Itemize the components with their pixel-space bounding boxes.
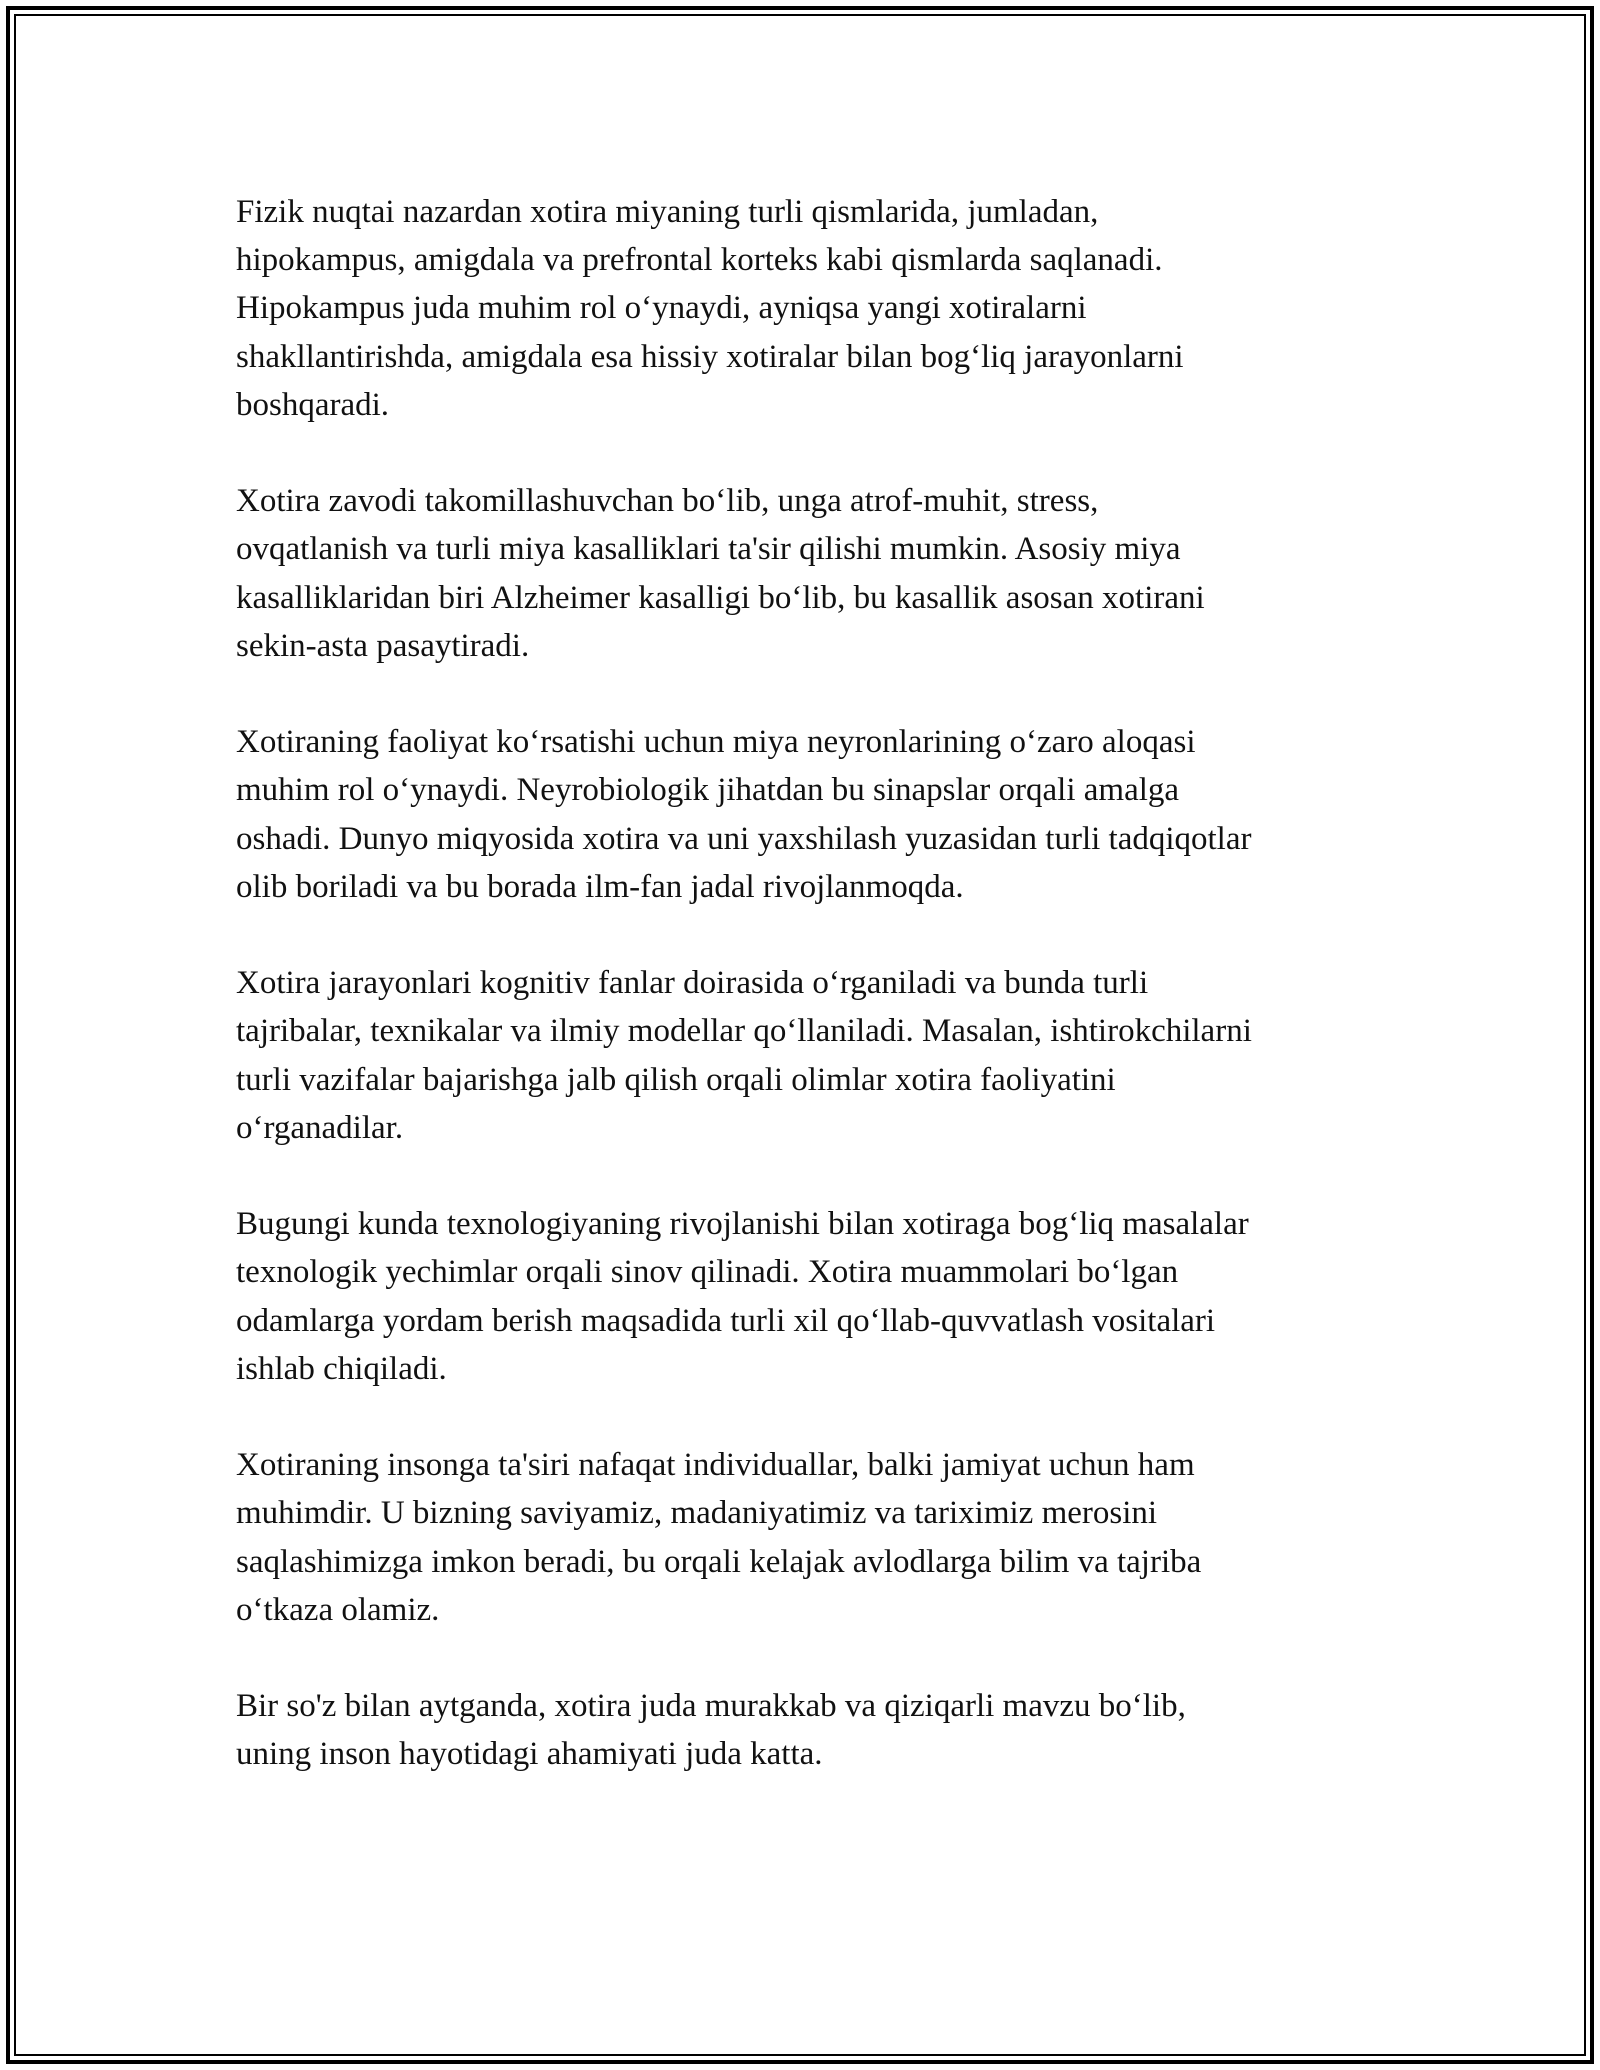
text-line: Xotira zavodi takomillashuvchan boʻlib, unga atrof-muhit, stress, [236, 483, 1099, 520]
text-line: uning inson hayotidagi ahamiyati juda katta. [236, 1736, 823, 1773]
text-line: Xotiraning insonga ta'siri nafaqat individuallar, balki jamiyat uchun ham [236, 1447, 1195, 1484]
paragraph-7 [236, 1682, 1376, 1778]
text-line: oshadi. Dunyo miqyosida xotira va uni yaxshilash yuzasidan turli tadqiqotlar [236, 820, 1252, 857]
text-line: olib boriladi va bu borada ilm-fan jadal rivojlanmoqda. [236, 868, 964, 905]
text-line: muhimdir. U bizning saviyamiz, madaniyatimiz va tariximiz merosini [236, 1495, 1158, 1532]
text-line: Fizik nuqtai nazardan xotira miyaning turli qismlarida, jumladan, [236, 194, 1099, 230]
paragraph-6 [236, 1441, 1376, 1634]
text-line: muhim rol oʻynaydi. Neyrobiologik jihatdan bu sinapslar orqali amalga [236, 772, 1180, 809]
paragraph-1 [236, 188, 1376, 429]
text-line: texnologik yechimlar orqali sinov qilinadi. Xotira muammolari boʻlgan [236, 1254, 1179, 1291]
text-line: tajribalar, texnikalar va ilmiy modellar qoʻllaniladi. Masalan, ishtirokchilarni [236, 1013, 1252, 1050]
text-line: oʻtkaza olamiz. [236, 1591, 440, 1628]
text-line: saqlashimizga imkon beradi, bu orqali kelajak avlodlarga bilim va tajriba [236, 1543, 1202, 1580]
text-line: Hipokampus juda muhim rol oʻynaydi, ayniqsa yangi xotiralarni [236, 290, 1087, 327]
text-line: Xotira jarayonlari kognitiv fanlar doirasida oʻrganiladi va bunda turli [236, 965, 1149, 1002]
paragraph-2 [236, 477, 1376, 670]
paragraph-4 [236, 959, 1376, 1152]
text-line: ovqatlanish va turli miya kasalliklari ta'sir qilishi mumkin. Asosiy miya [236, 531, 1181, 568]
text-line: kasalliklaridan biri Alzheimer kasalligi boʻlib, bu kasallik asosan xotirani [236, 579, 1205, 616]
text-line: odamlarga yordam berish maqsadida turli xil qoʻllab-quvvatlash vositalari [236, 1302, 1216, 1339]
text-line: Xotiraning faoliyat koʻrsatishi uchun miya neyronlarining oʻzaro aloqasi [236, 724, 1196, 761]
text-line: turli vazifalar bajarishga jalb qilish orqali olimlar xotira faoliyatini [236, 1061, 1116, 1098]
text-line: hipokampus, amigdala va prefrontal korteks kabi qismlarda saqlanadi. [236, 242, 1163, 279]
text-line: oʻrganadilar. [236, 1109, 404, 1146]
text-line: Bugungi kunda texnologiyaning rivojlanishi bilan xotiraga bogʻliq masalalar [236, 1206, 1249, 1243]
paragraph-5 [236, 1200, 1376, 1393]
paragraph-3 [236, 718, 1376, 911]
document-body [236, 188, 1376, 1827]
text-line: boshqaradi. [236, 386, 390, 423]
text-line: shakllantirishda, amigdala esa hissiy xotiralar bilan bogʻliq jarayonlarni [236, 338, 1184, 375]
text-line: ishlab chiqiladi. [236, 1350, 447, 1387]
text-line: sekin-asta pasaytiradi. [236, 627, 530, 664]
text-line: Bir so'z bilan aytganda, xotira juda murakkab va qiziqarli mavzu boʻlib, [236, 1688, 1186, 1725]
